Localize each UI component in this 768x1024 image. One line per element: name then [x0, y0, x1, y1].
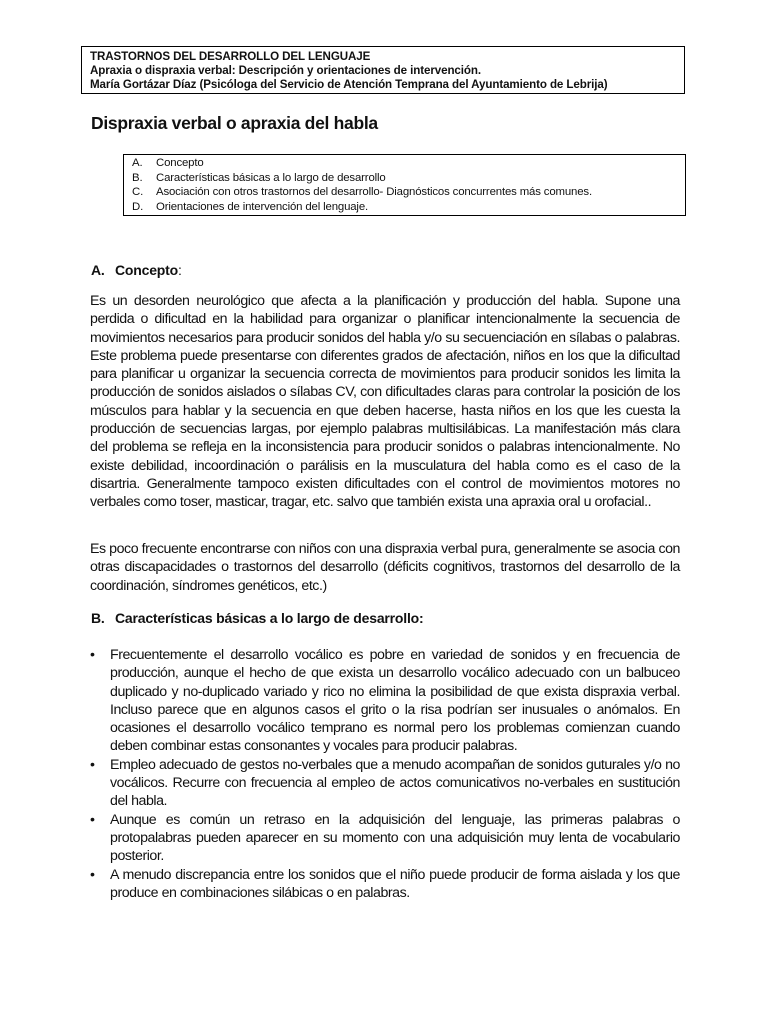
toc-item-c [132, 185, 685, 200]
toc-text: Orientaciones de intervención del lenguaje. [156, 200, 369, 213]
toc-text: Características básicas a lo largo de desarrollo [156, 171, 386, 184]
section-a-title: Concepto [115, 262, 178, 278]
bullet-text: Aunque es común un retraso en la adquisición del lenguaje, las primeras palabras o protopalabras pueden aparecer en su momento con una adquisición muy lenta de vocabulario posterior. [110, 811, 680, 865]
header-author: María Gortázar Díaz (Psicóloga del Servicio de Atención Temprana del Ayuntamiento de Lebrija) [90, 78, 608, 91]
bullet-text: Frecuentemente el desarrollo vocálico es pobre en variedad de sonidos y en frecuencia de producción, aunque el hecho de que exista un desarrollo vocálico adecuado con un balbuceo duplicado y no-duplicado variado y rico no elimina la posibilidad de que exista dispraxia verbal. Incluso parece que en algunos casos el grito o la risa podrían ser inusuales o anómalos. En ocasiones el desarrollo vocálico temprano es normal pero los problemas comienzan cuando deben combinar estas consonantes y vocales para producir palabras. [110, 647, 680, 755]
table-of-contents [123, 154, 686, 216]
section-a-paragraph-1: Es un desorden neurológico que afecta a la planificación y producción del habla. Supone una perdida o dificultad en la habilidad para organizar o planificar intencionalmente la secuencia de movimientos necesarios para producir sonidos del habla y/o su secuenciación en sílabas o palabras. Este problema puede presentarse con diferentes grados de afectación, niños en los que la dificultad para planificar u organizar la secuencia correcta de movimientos para producir sonidos les limita la producción de sonidos aislados o sílabas CV, con dificultades claras para controlar la posición de los músculos para hablar y la secuencia en que deben hacerse, hasta niños en los que les cuesta la producción de secuencias largas, por ejemplo palabras multisilábicas. La manifestación más clara del problema se refleja en la inconsistencia para producir sonidos o palabras intencionalmente. No existe debilidad, incoordinación o parálisis en la musculatura del habla como es el caso de la disartria. Generalmente tampoco existen dificultades con el control de movimientos motores no verbales como toser, masticar, tragar, etc. salvo que también exista una apraxia oral u orofacial.. [90, 293, 680, 511]
section-a-colon: : [177, 262, 182, 278]
toc-letter: C. [132, 186, 144, 198]
toc-letter: A. [132, 157, 143, 169]
bullet-icon: • [90, 647, 95, 663]
section-b-heading [91, 610, 423, 626]
section-b-bullet-list [90, 646, 680, 902]
bullet-icon: • [90, 811, 95, 828]
toc-item-b [132, 171, 685, 186]
section-b-title: Características básicas a lo largo de desarrollo: [115, 610, 424, 626]
document-header-box [81, 46, 685, 94]
toc-text: Concepto [156, 157, 204, 169]
header-subtitle: Apraxia o dispraxia verbal: Descripción y orientaciones de intervención. [90, 64, 481, 77]
bullet-icon: • [90, 756, 95, 773]
toc-letter: B. [132, 171, 143, 184]
list-item [90, 756, 680, 811]
list-item [90, 811, 680, 866]
bullet-text: Empleo adecuado de gestos no-verbales que a menudo acompañan de sonidos guturales y/o no vocálicos. Recurre con frecuencia al empleo de actos comunicativos no-verbales en sustitución del habla. [110, 756, 680, 810]
header-course-title: TRASTORNOS DEL DESARROLLO DEL LENGUAJE [90, 50, 371, 63]
section-b-letter: B. [91, 610, 105, 626]
list-item [90, 646, 680, 756]
toc-item-a [132, 156, 685, 171]
section-a-paragraph-2: Es poco frecuente encontrarse con niños con una dispraxia verbal pura, generalmente se asocia con otras discapacidades o trastornos del desarrollo (déficits cognitivos, trastornos del desarrollo de la coordinación, síndromes genéticos, etc.) [90, 541, 680, 594]
toc-item-d [132, 200, 685, 215]
bullet-text: A menudo discrepancia entre los sonidos que el niño puede producir de forma aislada y los que produce en combinaciones silábicas o en palabras. [110, 866, 680, 901]
toc-letter: D. [132, 200, 144, 213]
section-a-letter: A. [91, 262, 105, 278]
section-a-heading [91, 262, 182, 278]
bullet-icon: • [90, 866, 95, 883]
toc-text: Asociación con otros trastornos del desarrollo- Diagnósticos concurrentes más comunes. [156, 186, 592, 198]
document-title: Dispraxia verbal o apraxia del habla [91, 113, 378, 133]
list-item [90, 866, 680, 903]
